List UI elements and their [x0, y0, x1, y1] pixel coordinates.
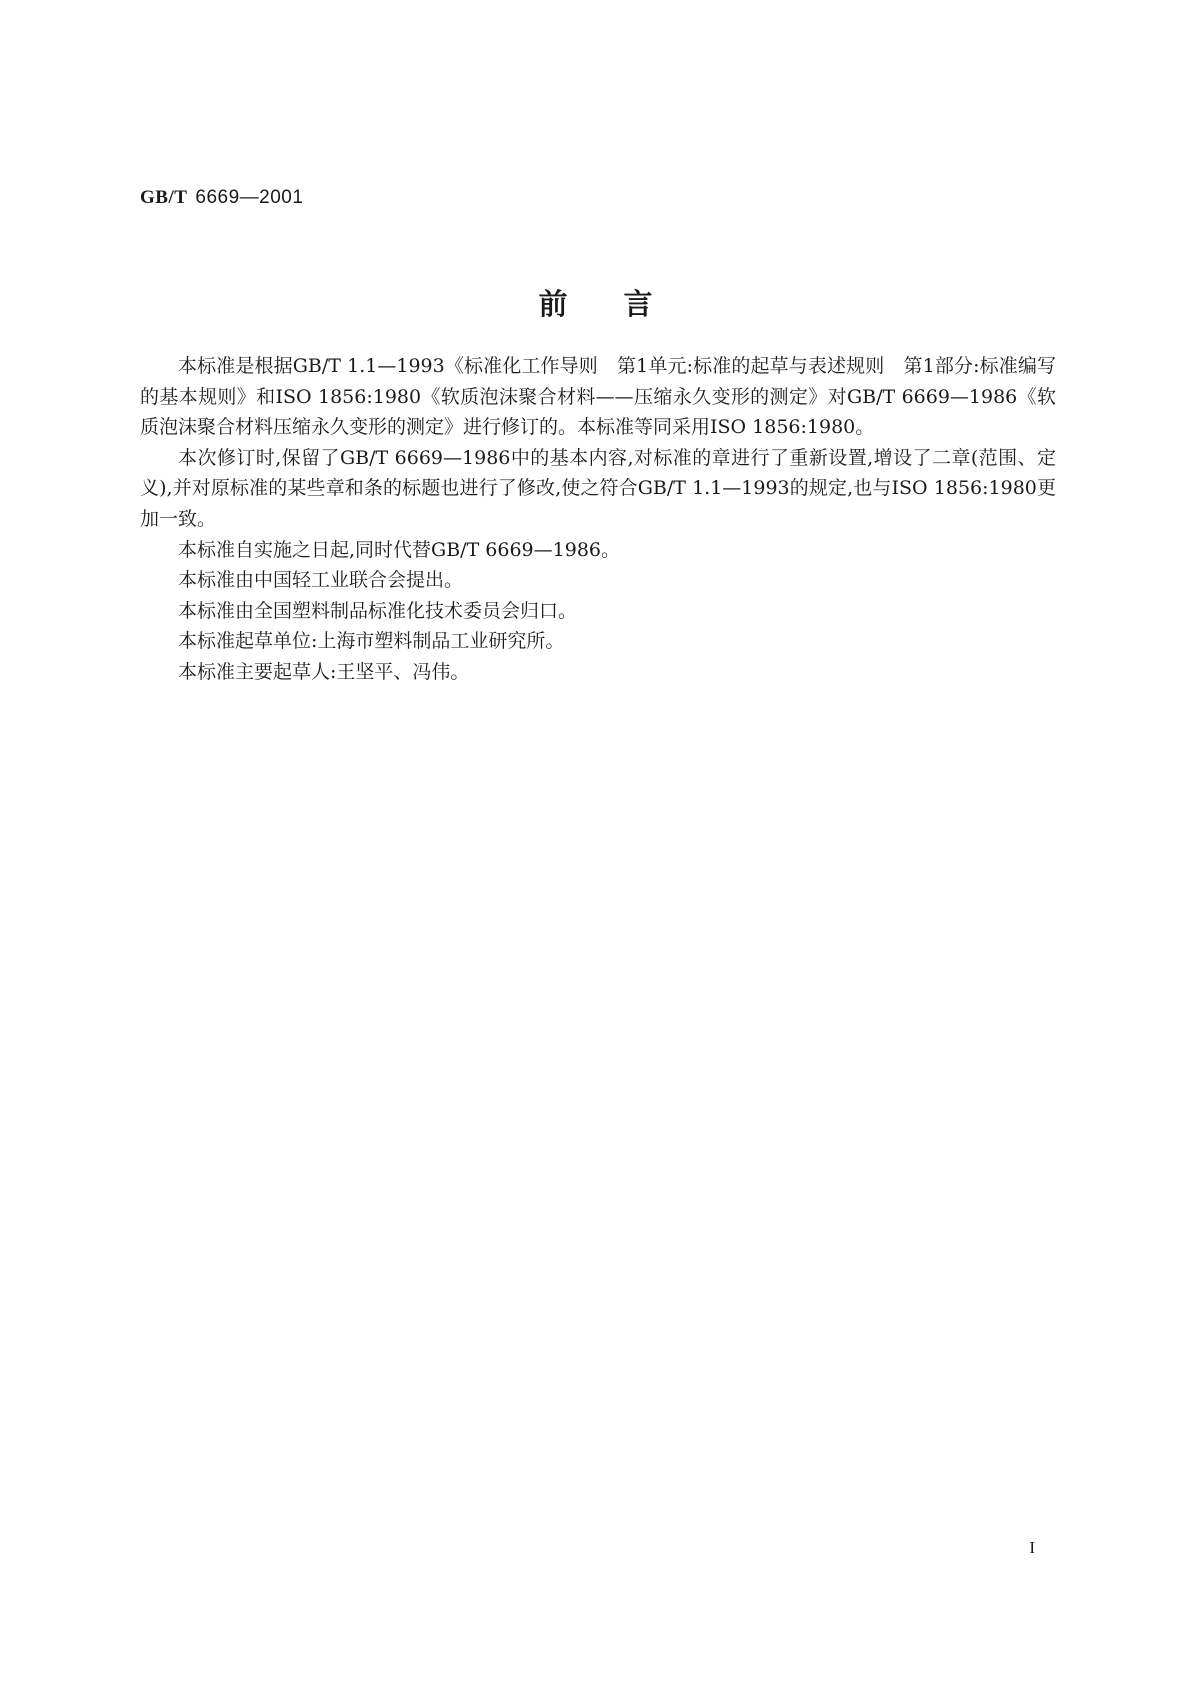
standard-code-number: 6669—2001 — [195, 187, 304, 208]
standard-code-header — [140, 186, 303, 209]
standard-code-prefix: GB/T — [140, 187, 188, 208]
paragraph: 本标准起草单位:上海市塑料制品工业研究所。 — [178, 630, 565, 653]
paragraph: 本标准由全国塑料制品标准化技术委员会归口。 — [178, 599, 578, 622]
page-number: I — [1029, 1538, 1035, 1557]
paragraph: 本次修订时,保留了GB/T 6669—1986中的基本内容,对标准的章进行了重新设置,增设了二章(范围、定义),并对原标准的某些章和条的标题也进行了修改,使之符合GB/T 1.1—1993的规定,也与ISO 1856:1980更加一致。 — [140, 446, 1056, 530]
foreword-body — [140, 351, 1056, 688]
paragraph: 本标准由中国轻工业联合会提出。 — [178, 569, 464, 592]
page-title: 前言 — [538, 287, 709, 321]
paragraph: 本标准自实施之日起,同时代替GB/T 6669—1986。 — [178, 538, 621, 561]
paragraph: 本标准主要起草人:王坚平、冯伟。 — [178, 660, 470, 683]
paragraph: 本标准是根据GB/T 1.1—1993《标准化工作导则 第1单元:标准的起草与表述规则 第1部分:标准编写的基本规则》和ISO 1856:1980《软质泡沫聚合材料——压缩永久变形的测定》对GB/T 6669—1986《软质泡沫聚合材料压缩永久变形的测定》进行修订的。本标准等同采用ISO 1856:1980。 — [140, 355, 1056, 439]
